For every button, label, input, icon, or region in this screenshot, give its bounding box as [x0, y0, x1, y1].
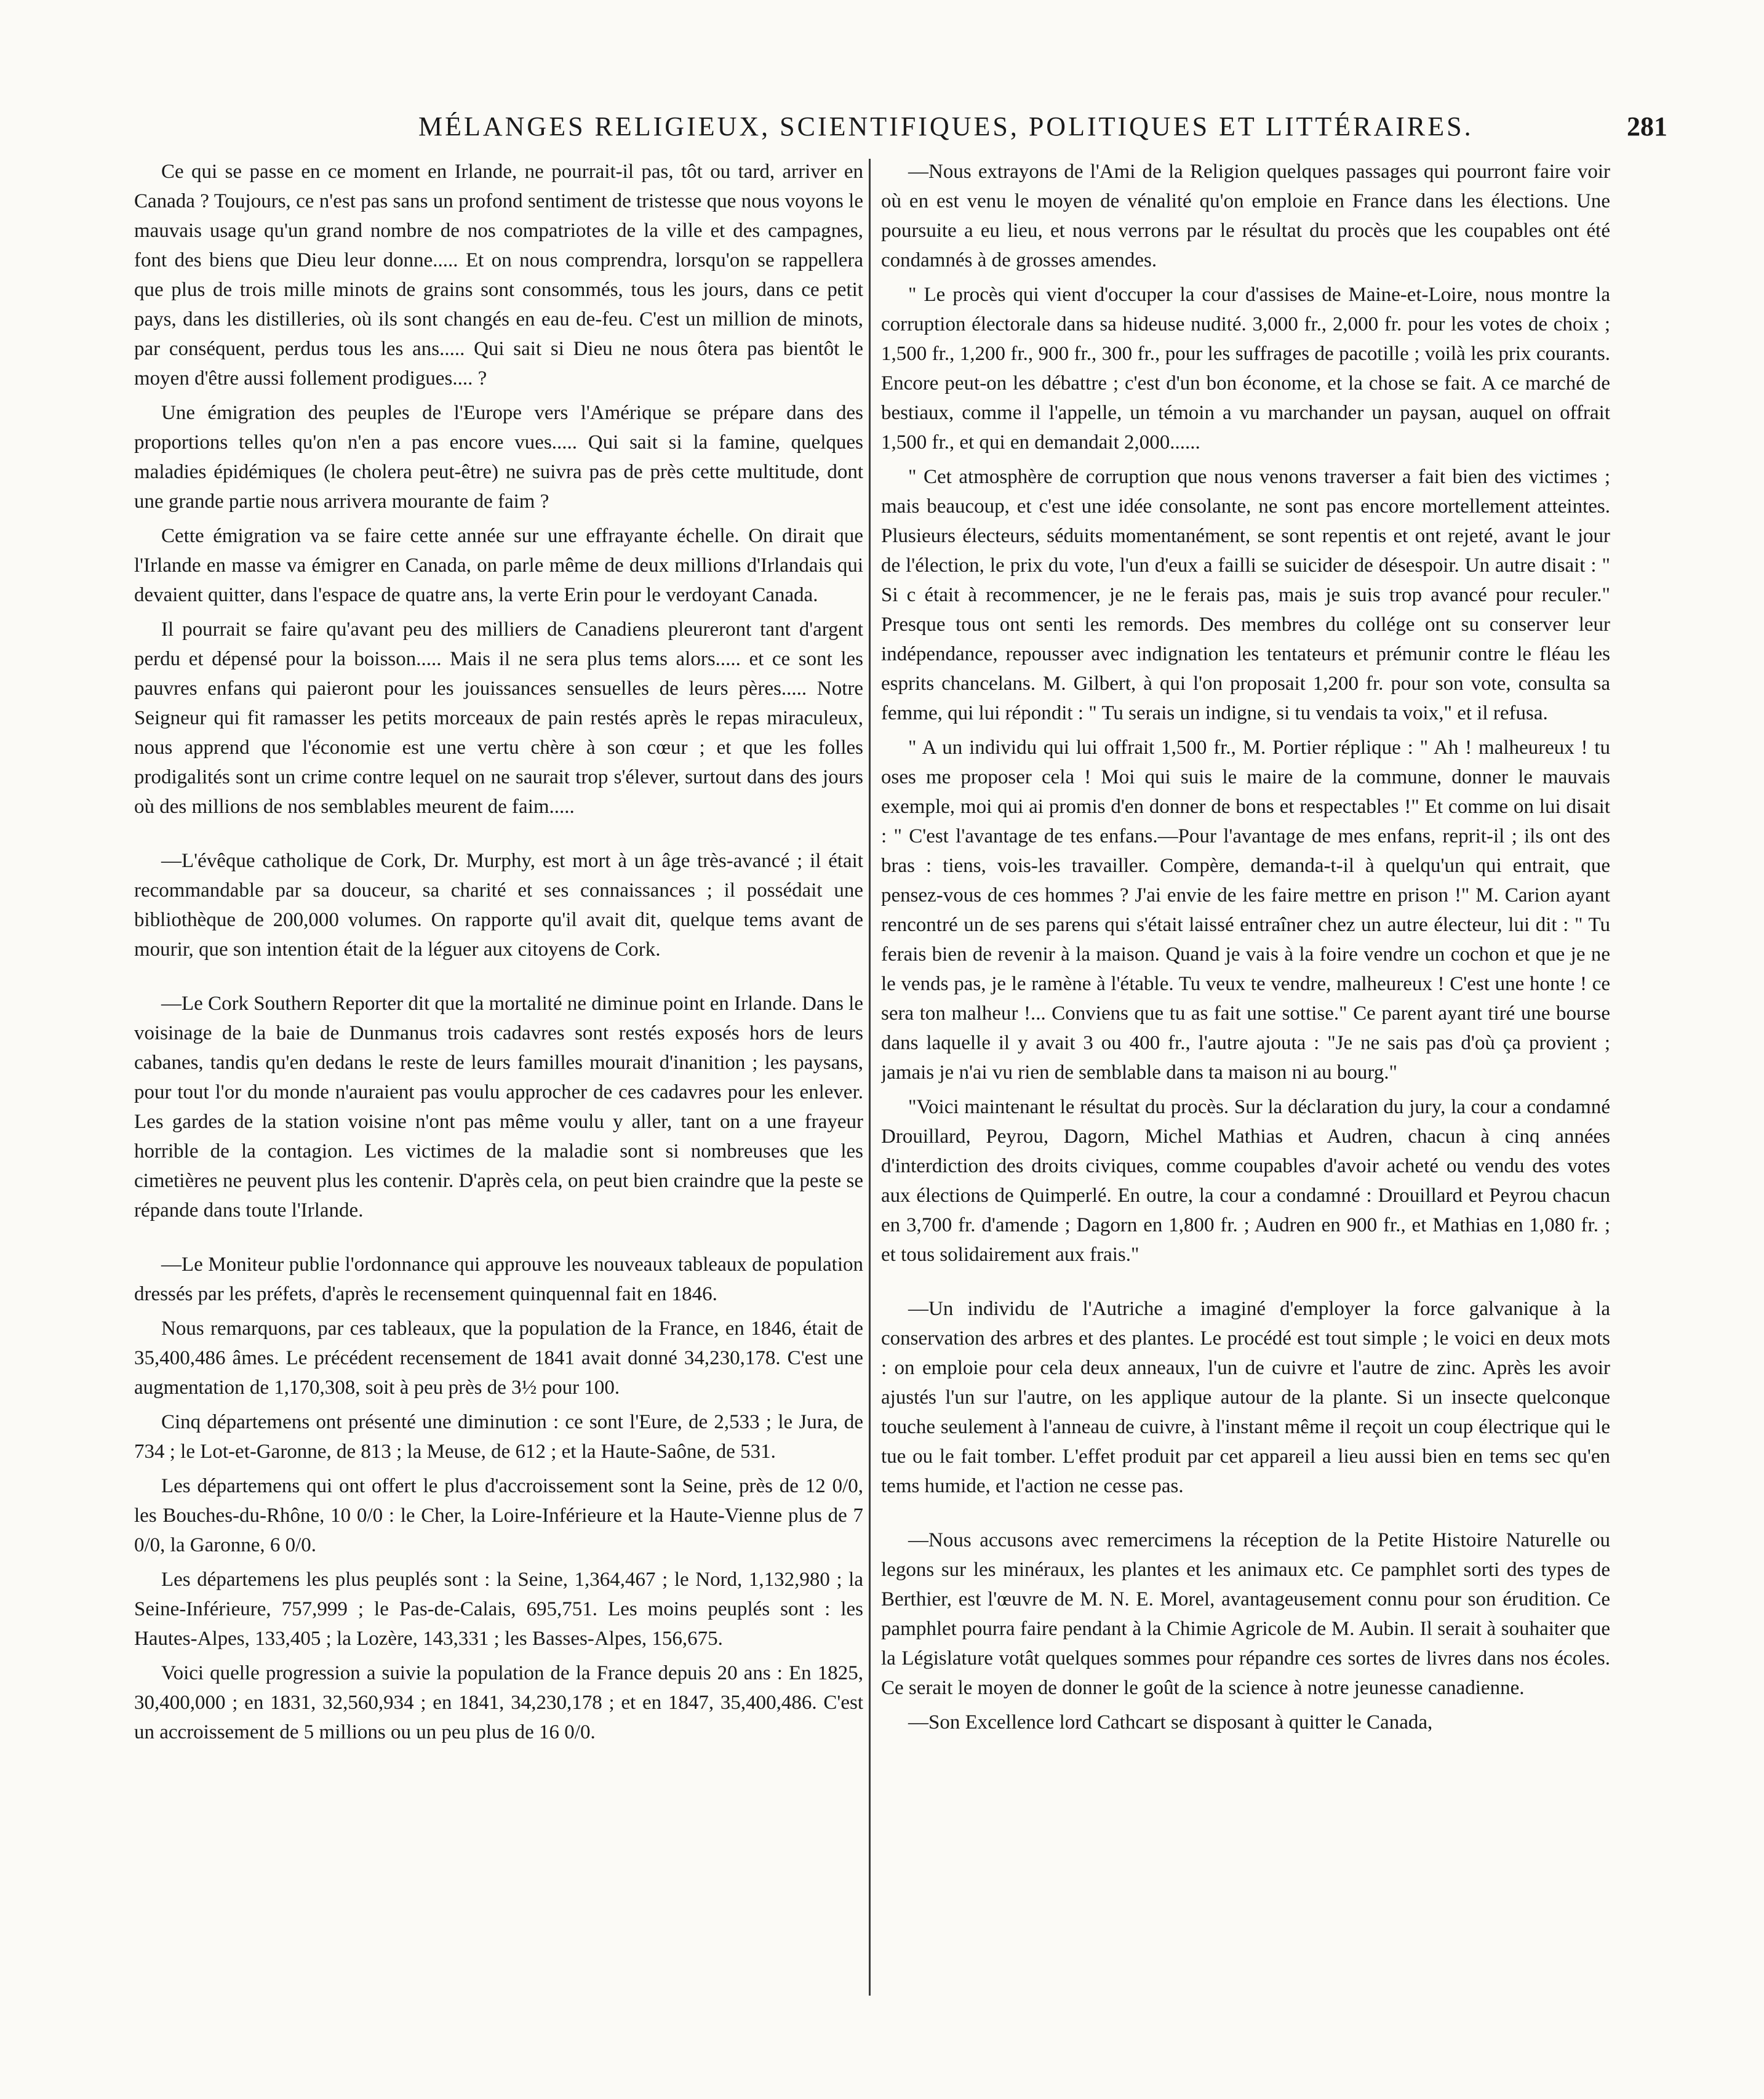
article-paragraph: Les départemens les plus peuplés sont : la Seine, 1,364,467 ; le Nord, 1,132,980 ; la Seine-Inférieure, 757,999 ; le Pas-de-Calais, 695,751. Les moins peuplés sont : les Hautes-Alpes, 133,405 ; la Lozère, 143,331 ; les Basses-Alpes, 156,675. — [134, 1569, 863, 1650]
article-paragraph: Ce qui se passe en ce moment en Irlande, ne pourrait-il pas, tôt ou tard, arriver en Canada ? Toujours, ce n'est pas sans un profond sentiment de tristesse que nous voyons le mauvais usage qu'un grand nombre de nos compatriotes de la ville et des campagnes, font des biens que Dieu leur donne..... Et on nous comprendra, lorsqu'on se rappellera que plus de trois mille minots de grains sont consommés, tous les jours, dans ce petit pays, dans les distilleries, où ils sont changés en eau de-feu. C'est un million de minots, par conséquent, perdus tous les ans..... Qui sait si Dieu ne nous ôtera pas bientôt le moyen d'être aussi follement prodigues.... ? — [134, 161, 863, 390]
article-paragraph: Les départemens qui ont offert le plus d'accroissement sont la Seine, près de 12 0/0, les Bouches-du-Rhône, 10 0/0 : le Cher, la Loire-Inférieure et la Haute-Vienne plus de 7 0/0, la Garonne, 6 0/0. — [134, 1475, 863, 1556]
article-paragraph: Une émigration des peuples de l'Europe vers l'Amérique se prépare dans des proportions telles qu'on n'en a pas encore vues..... Qui sait si la famine, quelques maladies épidémiques (le cholera peut-être) ne suivra pas de près cette multitude, dont une grande partie nous arrivera mourante de faim ? — [134, 402, 863, 513]
article-paragraph: "Voici maintenant le résultat du procès. Sur la déclaration du jury, la cour a condamné Drouillard, Peyrou, Dagorn, Michel Mathias et Audren, chacun à cinq années d'interdiction des droits civiques, comme coupables d'avoir acheté ou vendu des votes aux élections de Quimperlé. En outre, la cour a condamné : Drouillard et Peyrou chacun en 3,700 fr. d'amende ; Dagorn en 1,800 fr. ; Audren en 900 fr., et Mathias en 1,080 fr. ; et tous solidairement aux frais." — [881, 1096, 1610, 1266]
article-paragraph: Cette émigration va se faire cette année sur une effrayante échelle. On dirait que l'Irlande en masse va émigrer en Canada, on parle même de deux millions d'Irlandais qui devaient quitter, dans l'espace de quatre ans, la verte Erin pour le verdoyant Canada. — [134, 525, 863, 606]
news-item: —L'évêque catholique de Cork, Dr. Murphy, est mort à un âge très-avancé ; il était recommandable par sa douceur, sa charité et ses connaissances ; il possédait une bibliothèque de 200,000 volumes. On rapporte qu'il avait dit, quelque tems avant de mourir, que son intention était de la léguer aux citoyens de Cork. — [134, 850, 863, 961]
running-head — [142, 111, 1667, 148]
news-item: —Nous accusons avec remercimens la réception de la Petite Histoire Naturelle ou legons sur les minéraux, les plantes et les animaux etc. Ce pamphlet sorti des types de Berthier, est l'œuvre de M. N. E. Morel, avantageusement connu pour son érudition. Ce pamphlet pourra faire pendant à la Chimie Agricole de M. Aubin. Il serait à souhaiter que la Législature votât quelques sommes pour répandre ces sortes de livres dans nos écoles. Ce serait le moyen de donner le goût de la science à notre jeunesse canadienne. — [881, 1529, 1610, 1699]
article-paragraph: " A un individu qui lui offrait 1,500 fr., M. Portier réplique : " Ah ! malheureux ! tu oses me proposer cela ! Moi qui suis le maire de la commune, donner le mauvais exemple, moi qui ai promis d'en donner de bons et respectables !" Et comme on lui disait : " C'est l'avantage de tes enfans.—Pour l'avantage de mes enfans, reprit-il ; ils ont des bras : tiens, vois-les travailler. Compère, demanda-t-il à quelqu'un qui entrait, que pensez-vous de ces hommes ? J'ai envie de les faire mettre en prison !" M. Carion ayant rencontré un de ses parens qui s'était laissé entraîner chez un autre électeur, lui dit : " Tu ferais bien de revenir à la maison. Quand je vais à la foire vendre un cochon et que je ne le vends pas, je le ramène à l'étable. Tu veux te vendre, malheureux ! C'est une honte ! ce sera ton malheur !... Conviens que tu as fait une sottise." Ce parent ayant tiré une bourse dans laquelle il y avait 3 ou 400 fr., l'autre ajouta : "Je ne sais pas d'où ça provient ; jamais je n'ai vu rien de semblable dans ta maison ni au bourg." — [881, 737, 1610, 1084]
news-item: —Le Cork Southern Reporter dit que la mortalité ne diminue point en Irlande. Dans le voisinage de la baie de Dunmanus trois cadavres sont restés exposés hors de leurs cabanes, tandis qu'en dedans le reste de leurs familles mourait d'inanition ; les paysans, pour tout l'or du monde n'auraient pas voulu approcher de ces cadavres pour les enlever. Les gardes de la station voisine n'ont pas même voulu y aller, tant on a une frayeur horrible de la contagion. Les victimes de la maladie sont si nombreuses que les cimetières ne peuvent plus les contenir. D'après cela, on peut bien craindre que la peste se répande dans toute l'Irlande. — [134, 993, 863, 1221]
news-item: —Un individu de l'Autriche a imaginé d'employer la force galvanique à la conservation des arbres et des plantes. Le procédé est tout simple ; le voici en deux mots : on emploie pour cela deux anneaux, l'un de cuivre et l'autre de zinc. Après les avoir ajustés l'un sur l'autre, on les applique autour de la plante. Si un insecte quelconque touche seulement à l'anneau de cuivre, à l'instant même il reçoit un coup électrique qui le tue ou le fait tomber. L'effet produit par cet appareil a lieu aussi bien en tems sec qu'en tems humide, et l'action ne cesse pas. — [881, 1298, 1610, 1497]
article-paragraph: " Cet atmosphère de corruption que nous venons traverser a fait bien des victimes ; mais beaucoup, et c'est une idée consolante, ne sont pas encore mortellement atteintes. Plusieurs électeurs, séduits momentanément, se sont repentis et ont rejeté, avant le jour de l'élection, le prix du vote, l'un d'eux a failli se suicider de désespoir. Un autre disait : " Si c était à recommencer, je ne le ferais pas, mais je suis trop avancé pour reculer." Presque tous ont senti les remords. Des membres du collége ont su conserver leur indépendance, repousser avec indignation les tentateurs et prémunir contre le fléau les esprits chancelans. M. Gilbert, à qui l'on proposait 1,200 fr. pour son vote, consulta sa femme, qui lui répondit : " Tu serais un indigne, si tu vendais ta voix," et il refusa. — [881, 466, 1610, 724]
right-column — [881, 157, 1610, 2052]
article-paragraph: Nous remarquons, par ces tableaux, que la population de la France, en 1846, était de 35,400,486 âmes. Le précédent recensement de 1841 avait donné 34,230,178. C'est une augmentation de 1,170,308, soit à peu près de 3½ pour 100. — [134, 1317, 863, 1399]
page-number: 281 — [1627, 111, 1667, 142]
article-paragraph: Voici quelle progression a suivie la population de la France depuis 20 ans : En 1825, 30,400,000 ; en 1831, 32,560,934 ; en 1841, 34,230,178 ; et en 1847, 35,400,486. C'est un accroissement de 5 millions ou un peu plus de 16 0/0. — [134, 1662, 863, 1743]
article-paragraph: Cinq départemens ont présenté une diminution : ce sont l'Eure, de 2,533 ; le Jura, de 734 ; le Lot-et-Garonne, de 813 ; la Meuse, de 612 ; et la Haute-Saône, de 531. — [134, 1411, 863, 1463]
left-column — [134, 157, 863, 2052]
article-paragraph: " Le procès qui vient d'occuper la cour d'assises de Maine-et-Loire, nous montre la corruption électorale dans sa hideuse nudité. 3,000 fr., 2,000 fr. pour les votes de choix ; 1,500 fr., 1,200 fr., 900 fr., 300 fr., pour les suffrages de pacotille ; voilà les prix courants. Encore peut-on les débattre ; c'est d'un bon économe, et la chose se fait. A ce marché de bestiaux, comme il l'appelle, un témoin a vu marchander un paysan, auquel on offrait 1,500 fr., et qui en demandait 2,000...... — [881, 284, 1610, 454]
column-divider — [869, 159, 871, 1996]
news-item: —Son Excellence lord Cathcart se disposant à quitter le Canada, — [908, 1711, 1433, 1733]
news-item: —Nous extrayons de l'Ami de la Religion quelques passages qui pourront faire voir où en est venu le moyen de vénalité qu'on emploie en France dans les élections. Une poursuite a eu lieu, et nous verrons par le résultat du procès que les coupables ont été condamnés à de grosses amendes. — [881, 161, 1610, 271]
article-paragraph: Il pourrait se faire qu'avant peu des milliers de Canadiens pleureront tant d'argent perdu et dépensé pour la boisson..... Mais il ne sera plus tems alors..... et ce sont les pauvres enfans qui paieront pour les jouissances sensuelles de leurs pères..... Notre Seigneur qui fit ramasser les petits morceaux de pain restés après le repas miraculeux, nous apprend que l'économie est une vertu chère à son cœur ; et que les folles prodigalités sont un crime contre lequel on ne saurait trop s'élever, surtout dans des jours où des millions de nos semblables meurent de faim..... — [134, 618, 863, 818]
running-title: MÉLANGES RELIGIEUX, SCIENTIFIQUES, POLITIQUES ET LITTÉRAIRES. — [418, 111, 1474, 142]
news-item: —Le Moniteur publie l'ordonnance qui approuve les nouveaux tableaux de population dressés par les préfets, d'après le recensement quinquennal fait en 1846. — [134, 1253, 863, 1305]
